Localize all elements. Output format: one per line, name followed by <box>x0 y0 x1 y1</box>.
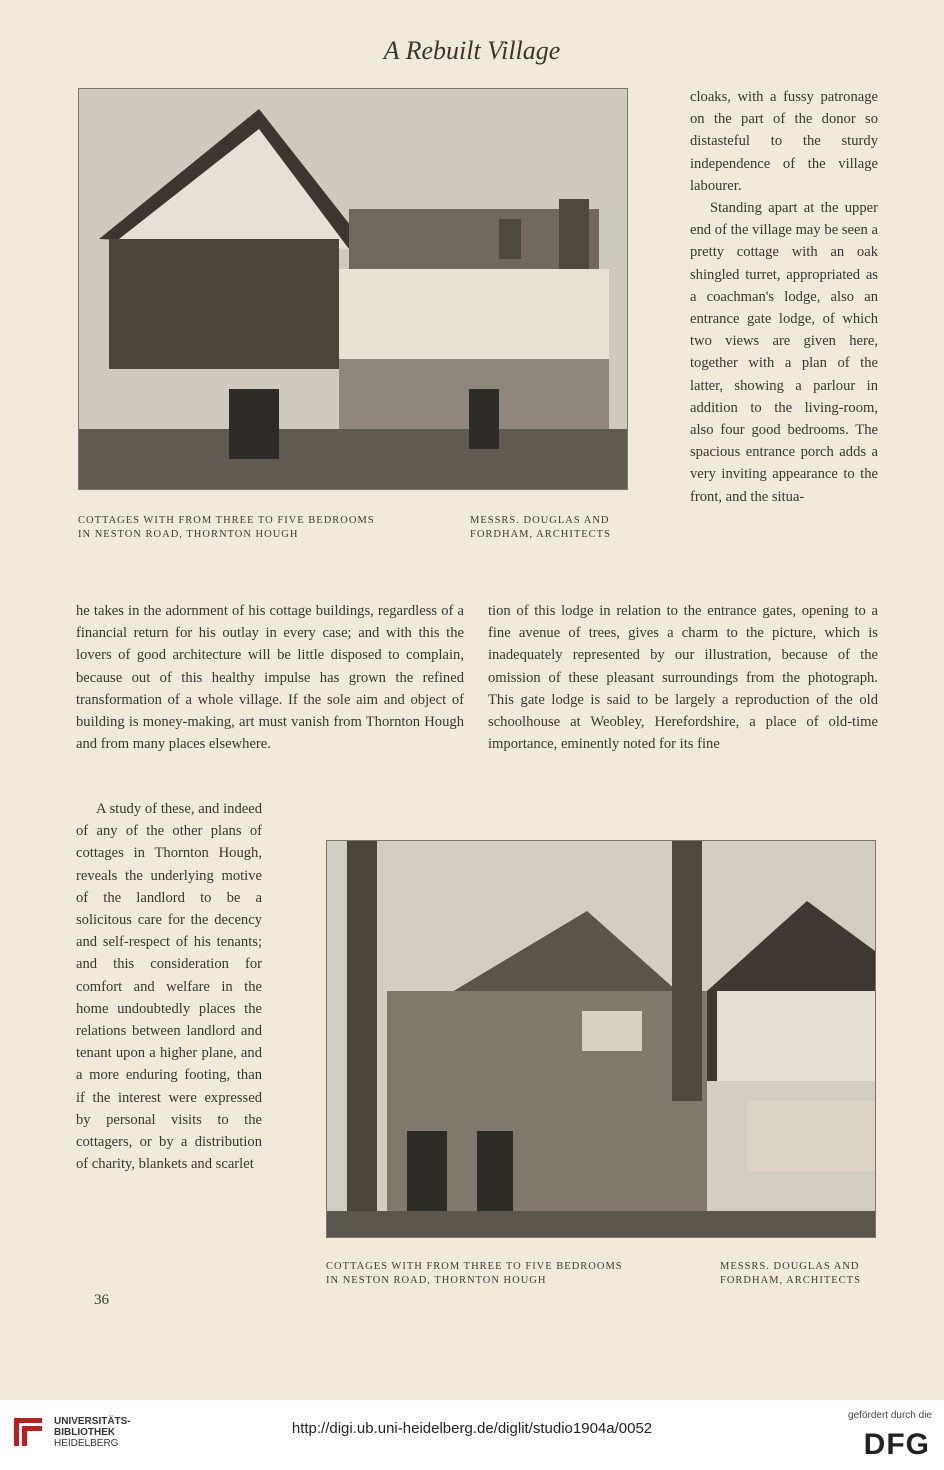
column-right-top <box>690 86 878 508</box>
figure-1-caption-right <box>470 514 611 542</box>
library-line: HEIDELBERG <box>54 1438 119 1449</box>
caption-line: FORDHAM, ARCHITECTS <box>470 529 611 540</box>
column-left-mid <box>76 600 464 755</box>
cottage-photo-1-drawing <box>79 89 627 489</box>
paragraph: tion of this lodge in relation to the entrance gates, opening to a fine avenue of trees, gives a charm to the picture, which is inadequately represented by our illustration, because of the omission of these pleasant surroundings from the photograph. This gate lodge is said to be largely a reproduction of the old schoolhouse at Weobley, Herefordshire, a place of old-time importance, eminently noted for its fine <box>488 603 878 753</box>
dfg-logo: DFG <box>863 1428 930 1461</box>
caption-line: COTTAGES WITH FROM THREE TO FIVE BEDROOMS <box>78 515 375 526</box>
caption-line: MESSRS. DOUGLAS AND <box>470 515 610 526</box>
page-number: 36 <box>94 1292 109 1308</box>
caption-line: FORDHAM, ARCHITECTS <box>720 1275 861 1286</box>
figure-2-caption-right <box>720 1260 861 1288</box>
cottage-photo-1 <box>78 88 628 490</box>
permalink-url[interactable]: http://digi.ub.uni-heidelberg.de/diglit/studio1904a/0052 <box>291 1420 653 1437</box>
caption-line: IN NESTON ROAD, THORNTON HOUGH <box>78 529 299 540</box>
paragraph: A study of these, and indeed of any of the other plans of cottages in Thornton Hough, reveals the underlying motive of the landlord to be a solicitous care for the decency and self-respect of his tenants; and this consideration for comfort and welfare in the home undoubtedly places the relations between landlord and tenant upon a higher plane, and a more enduring footing, than if the interest were expressed by personal visits to the cottagers, or by a distribution of charity, blankets and scarlet <box>76 801 262 1173</box>
caption-line: MESSRS. DOUGLAS AND <box>720 1261 860 1272</box>
figure-1-caption-left <box>78 514 375 542</box>
caption-line: COTTAGES WITH FROM THREE TO FIVE BEDROOMS <box>326 1261 623 1272</box>
library-line: UNIVERSITÄTS- <box>54 1416 131 1427</box>
figure-2-caption-left <box>326 1260 623 1288</box>
paragraph: Standing apart at the upper end of the village may be seen a pretty cottage with an oak shingled turret, appropriated as a coachman's lodge, also an entrance gate lodge, of which two views are given here, together with a plan of the latter, showing a parlour in addition to the living-room, also four good bedrooms. The spacious entrance porch adds a very inviting appearance to the front, and the situa- <box>690 200 878 505</box>
funded-by-label: gefördert durch die <box>848 1410 932 1421</box>
cottage-photo-2-drawing <box>327 841 875 1237</box>
paragraph: cloaks, with a fussy patronage on the part of the donor so distasteful to the sturdy independence of the village labourer. <box>690 89 878 194</box>
page-title: A Rebuilt Village <box>383 36 561 65</box>
digitization-footer <box>0 1400 944 1470</box>
paragraph: he takes in the adornment of his cottage buildings, regardless of a financial return for his outlay in every case; and with this the lovers of good architecture will be little disposed to complain, because out of this healthy impulse has grown the refined transformation of a whole village. If the sole aim and object of building is money-making, art must vanish from Thornton Hough and from many places elsewhere. <box>76 603 464 753</box>
library-line: BIBLIOTHEK <box>54 1427 116 1438</box>
cottage-photo-2 <box>326 840 876 1238</box>
column-right-mid <box>488 600 878 755</box>
caption-line: IN NESTON ROAD, THORNTON HOUGH <box>326 1275 547 1286</box>
column-left-bottom <box>76 798 262 1175</box>
